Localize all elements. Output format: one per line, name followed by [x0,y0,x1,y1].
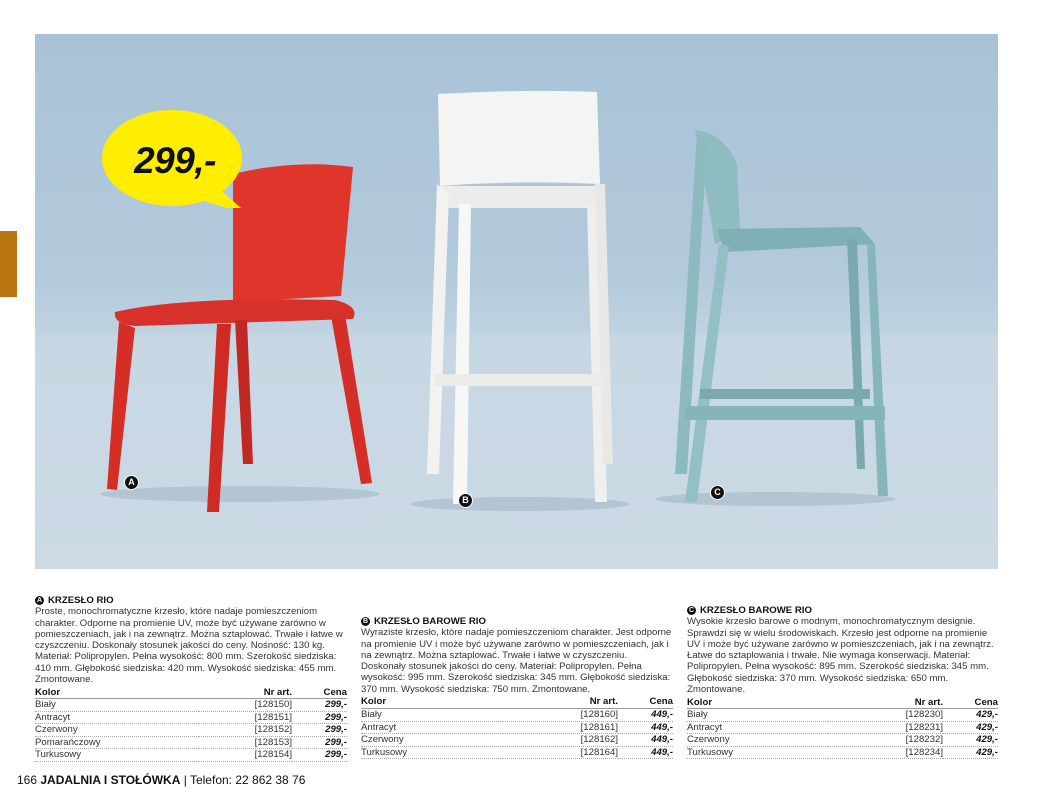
price-table [361,696,673,759]
table-row: Biały [128150] 299,- [35,699,347,711]
price-table [35,686,347,762]
table-header-art: Nr art. [503,696,618,709]
phone-number: Telefon: 22 862 38 76 [189,773,306,787]
product-description: Wysokie krzesło barowe o modnym, monochromatycznym designie. Sprawdzi się w wielu środowiskach. Krzesło jest odporne na promienie UV i może być używane zarówno w pomieszczeniach, jak i na zewnątrz. Łatwe do sztaplowania i trwałe. Nie wymaga konserwacji. Materiał: Polipropylen. Pełna wysokość: 895 mm. Szerokość siedziska: 345 mm. Głębokość siedziska: 370 mm. Wysokość siedziska: 650 mm. Zmontowane. [687,616,994,696]
product-marker-icon: B [458,493,473,508]
table-header-price: Cena [618,696,673,709]
table-header-art: Nr art. [199,686,292,699]
table-row: Biały [128230] 429,- [687,709,998,721]
table-row: Pomarańczowy [128153] 299,- [35,736,347,748]
product-marker-icon: B [362,618,369,626]
product-title: C KRZESŁO BAROWE RIO [688,605,812,616]
product-description: Wyraziste krzesło, które nadaje pomieszczeniom charakter. Jest odporne na promienie UV i może być używane zarówno w pomieszczeniach, jak i na zewnątrz. Można sztaplować. Trwałe i łatwe w czyszczeniu. Doskonały stosunek jakości do ceny. Materiał: Polipropylen. Pełna wysokość: 995 mm. Szerokość siedziska: 345 mm. Głębokość siedziska: 370 mm. Wysokość siedziska: 750 mm. Zmontowane. [361,627,672,695]
table-header-color: Kolor [361,696,503,709]
product-title: A KRZESŁO RIO [36,595,114,606]
table-row: Turkusowy [128234] 429,- [687,746,998,758]
section-name: JADALNIA I STOŁÓWKA [40,773,181,787]
table-header-color: Kolor [687,696,828,709]
price-bubble-text: 299,- [134,140,216,181]
price-table [687,696,998,759]
page-footer [17,773,305,787]
product-marker-icon: C [688,607,695,615]
table-row: Czerwony [128162] 449,- [361,734,673,746]
table-row: Czerwony [128152] 299,- [35,724,347,736]
product-column-b [361,616,673,759]
product-marker-icon: A [36,597,43,605]
table-row: Antracyt [128231] 429,- [687,721,998,733]
table-row: Antracyt [128161] 449,- [361,721,673,733]
table-row: Czerwony [128232] 429,- [687,734,998,746]
table-header-price: Cena [943,696,998,709]
table-row: Turkusowy [128164] 449,- [361,746,673,758]
table-row: Biały [128160] 449,- [361,709,673,721]
product-marker-icon: C [710,485,725,500]
product-description: Proste, monochromatyczne krzesło, które nadaje pomieszczeniom charakter. Odporne na promienie UV, może być używane zarówno w pomieszczeniach, jak i na zewnątrz. Można sztaplować. Trwałe i łatwe w czyszczeniu. Doskonały stosunek jakości do ceny. Nośność: 130 kg. Materiał: Polipropylen. Pełna wysokość: 800 mm. Szerokość siedziska: 410 mm. Głębokość siedziska: 420 mm. Wysokość siedziska: 455 mm. Zmontowane. [35,606,343,686]
product-title: B KRZESŁO BAROWE RIO [362,616,486,627]
footer-separator: | [183,773,187,787]
table-header-color: Kolor [35,686,199,699]
table-header-art: Nr art. [828,696,943,709]
table-row: Turkusowy [128154] 299,- [35,749,347,761]
table-row: Antracyt [128151] 299,- [35,711,347,723]
product-column-c [687,605,998,759]
table-header-price: Cena [292,686,347,699]
page-number: 166 [17,773,38,787]
product-marker-icon: A [124,475,139,490]
product-column-a [35,595,347,762]
section-tab [0,231,17,297]
